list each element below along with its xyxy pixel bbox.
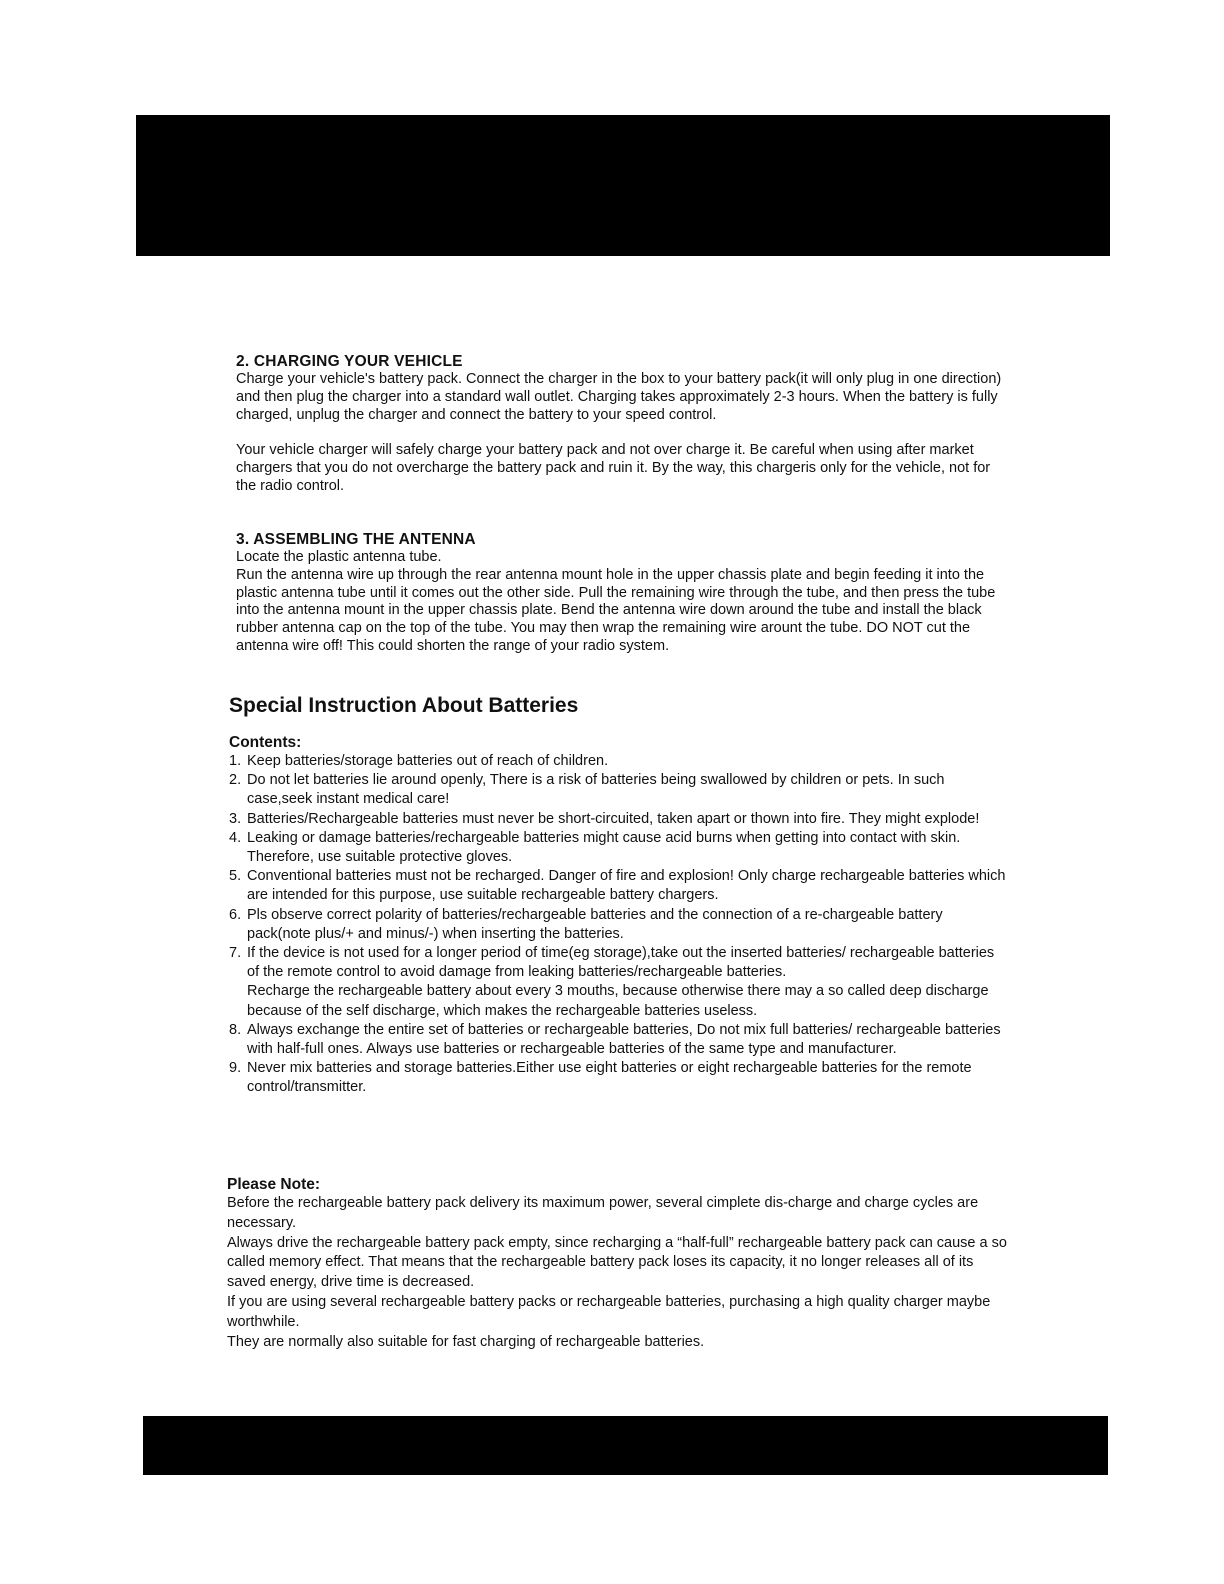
battery-instructions-list [229,752,1009,1098]
list-item-text: Conventional batteries must not be recharged. Danger of fire and explosion! Only charge rechargeable batteries which are intended for this purpose, use suitable rechargeable battery chargers. [247,868,1006,904]
note-line: They are normally also suitable for fast charging of rechargeable batteries. [227,1333,705,1350]
antenna-section [236,531,1006,656]
antenna-intro-line: Locate the plastic antenna tube. [236,549,442,565]
list-item [229,752,1009,771]
list-item-text: Never mix batteries and storage batteries.Either use eight batteries or eight rechargeable batteries for the remote control/transmitter. [247,1060,972,1096]
footer-black-bar [143,1416,1108,1475]
header-black-bar [136,115,1110,256]
list-item-number: 6. [229,906,242,923]
list-item [229,810,1009,829]
list-item-number: 9. [229,1060,242,1077]
list-item [229,944,1009,1021]
list-item-number: 8. [229,1021,242,1038]
batteries-title: Special Instruction About Batteries [229,694,579,717]
list-item [229,829,1009,867]
list-item-number: 4. [229,829,242,846]
charging-paragraph-1: Charge your vehicle's battery pack. Connect the charger in the box to your battery pack(it will only plug in one direction) and then plug the charger into a standard wall outlet. Charging takes approximately 2-3 hours. When the battery is fully charged, unplug the charger and connect the battery to your speed control. [236,371,1002,423]
list-item [229,771,1009,809]
list-item-number: 2. [229,772,242,789]
list-item-number: 5. [229,868,242,885]
list-item-text: Always exchange the entire set of batteries or rechargeable batteries, Do not mix full batteries/ rechargeable batteries with half-full ones. Always use batteries or rechargeable batteries of the same type and manufacturer. [247,1021,1001,1058]
charging-section [236,353,1006,496]
list-item-extra-text: Recharge the rechargeable battery about every 3 mouths, because otherwise there may a so called deep discharge because of the self discharge, which makes the rechargeable batteries useless. [247,983,989,1019]
antenna-heading: 3. ASSEMBLING THE ANTENNA [236,531,476,548]
list-item-text: Batteries/Rechargeable batteries must never be short-circuited, taken apart or thown into fire. They might explode! [247,810,980,827]
charging-heading: 2. CHARGING YOUR VEHICLE [236,353,463,370]
list-item-number: 7. [229,945,242,962]
contents-label: Contents: [229,734,302,751]
list-item [229,1021,1009,1059]
list-item [229,867,1009,905]
list-item [229,1059,1009,1097]
antenna-paragraph: Run the antenna wire up through the rear antenna mount hole in the upper chassis plate and begin feeding it into the plastic antenna tube until it comes out the other side. Pull the remaining wire through the tube, and then press the tube into the antenna mount in the upper chassis plate. Bend the antenna wire down around the tube and install the black rubber antenna cap on the top of the tube. You may then wrap the remaining wire arount the tube. DO NOT cut the antenna wire off! This could shorten the range of your radio system. [236,566,996,654]
list-item-text: If the device is not used for a longer period of time(eg storage),take out the inserted batteries/ rechargeable batteries of the remote control to avoid damage from leaking batteries/rechargeable batteries. [247,945,995,981]
list-item-number: 1. [229,753,242,769]
note-line: Before the rechargeable battery pack delivery its maximum power, several cimplete dis-charge and charge cycles are necessary. [227,1195,979,1231]
list-item-text: Do not let batteries lie around openly, There is a risk of batteries being swallowed by children or pets. In such case,seek instant medical care! [247,772,945,808]
note-title: Please Note: [227,1176,321,1193]
note-line: Always drive the rechargeable battery pack empty, since recharging a “half-full” rechargeable battery pack can cause a so called memory effect. That means that the rechargeable battery pack loses its capacity, it no longer releases all of its saved energy, drive time is decreased. [227,1234,1007,1291]
list-item-text: Pls observe correct polarity of batteries/rechargeable batteries and the connection of a re-chargeable battery pack(note plus/+ and minus/-) when inserting the batteries. [247,906,943,942]
charging-paragraph-2: Your vehicle charger will safely charge your battery pack and not over charge it. Be careful when using after market chargers that you do not overcharge the battery pack and ruin it. By the way, this chargeris only for the vehicle, not for the radio control. [236,442,991,494]
batteries-section [229,693,1009,1098]
list-item [229,906,1009,944]
note-section [227,1175,1007,1352]
list-item-text: Leaking or damage batteries/rechargeable batteries might cause acid burns when getting into contact with skin. Therefore, use suitable protective gloves. [247,829,961,866]
list-item-number: 3. [229,810,242,827]
note-line: If you are using several rechargeable battery packs or rechargeable batteries, purchasing a high quality charger maybe worthwhile. [227,1293,991,1330]
list-item-text: Keep batteries/storage batteries out of reach of children. [247,753,609,769]
